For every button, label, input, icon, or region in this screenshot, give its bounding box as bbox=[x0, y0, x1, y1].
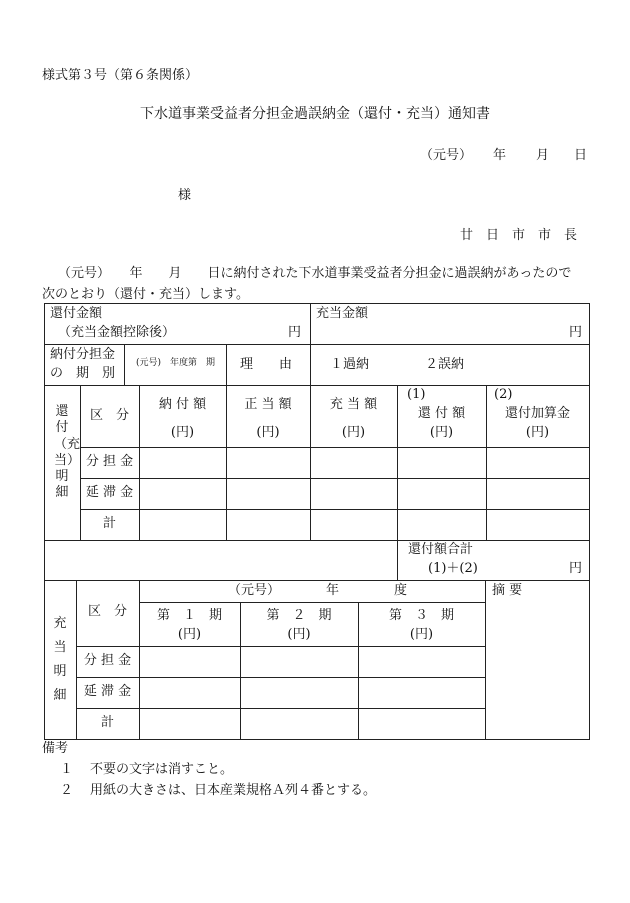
allocation-fiscal-year: 年 bbox=[326, 583, 340, 598]
refund-amount-label: 還付金額 bbox=[50, 306, 103, 321]
refund-col-category: 区 分 bbox=[89, 408, 129, 423]
refund-row-late: 延 滞 金 bbox=[85, 485, 134, 500]
refund-detail-side-label: 還付（充当）明細 bbox=[54, 404, 81, 501]
notes-heading: 備考 bbox=[42, 741, 69, 756]
allocation-fiscal-degree: 度 bbox=[394, 583, 408, 598]
allocation-period-2-unit: (円) bbox=[287, 627, 311, 642]
period-label-2: の 期 別 bbox=[50, 366, 116, 381]
refund-col-allocated-unit: (円) bbox=[341, 425, 366, 440]
reason-option-erroneous: ２誤納 bbox=[425, 357, 465, 372]
note-1-number: １ bbox=[60, 762, 74, 777]
allocation-fiscal-era: （元号） bbox=[228, 583, 281, 598]
document-title: 下水道事業受益者分担金過誤納金（還付・充当）通知書 bbox=[140, 106, 490, 122]
refund-total-formula: (1)＋(2) bbox=[428, 561, 478, 576]
date-day: 日 bbox=[574, 148, 588, 163]
refund-col-add-number: (2) bbox=[494, 387, 513, 402]
issuer-name: 廿 日 市 市 長 bbox=[460, 228, 578, 243]
note-2-number: ２ bbox=[60, 783, 74, 798]
reason-option-overpaid: １過納 bbox=[330, 357, 370, 372]
reason-label: 理 由 bbox=[240, 357, 293, 372]
period-value: (元号) 年度第 期 bbox=[136, 358, 216, 368]
intro-line-1: （元号） 年 月 日に納付された下水道事業受益者分担金に過誤納があったので bbox=[58, 266, 572, 281]
allocation-detail-side-label: 充当明細 bbox=[53, 616, 67, 704]
refund-col-paid-unit: (円) bbox=[170, 425, 195, 440]
date-year: 年 bbox=[493, 148, 507, 163]
allocation-row-late: 延 滞 金 bbox=[83, 684, 132, 699]
allocation-row-share: 分 担 金 bbox=[83, 653, 132, 668]
refund-amount-yen: 円 bbox=[288, 325, 302, 340]
allocation-row-total: 計 bbox=[100, 715, 114, 730]
allocation-period-1: 第 １ 期 bbox=[156, 608, 222, 623]
refund-col-add: 還付加算金 bbox=[504, 406, 570, 421]
date-era: （元号） bbox=[420, 148, 473, 163]
refund-col-add-unit: (円) bbox=[525, 425, 550, 440]
refund-col-correct-unit: (円) bbox=[256, 425, 280, 440]
allocation-period-3-unit: (円) bbox=[409, 627, 434, 642]
refund-amount-note: （充当金額控除後） bbox=[58, 325, 176, 340]
allocation-remarks: 摘 要 bbox=[492, 583, 523, 598]
form-number: 様式第３号（第６条関係） bbox=[42, 68, 199, 83]
note-2-text: 用紙の大きさは、日本産業規格Ａ列４番とする。 bbox=[90, 783, 377, 798]
allocation-amount-label: 充当金額 bbox=[316, 306, 369, 321]
refund-col-refund-number: (1) bbox=[407, 387, 426, 402]
allocation-period-1-unit: (円) bbox=[177, 627, 202, 642]
allocation-amount-yen: 円 bbox=[569, 325, 583, 340]
allocation-period-3: 第 ３ 期 bbox=[388, 608, 454, 623]
refund-row-total: 計 bbox=[102, 516, 116, 531]
refund-col-correct: 正 当 額 bbox=[244, 397, 292, 412]
refund-row-share: 分 担 金 bbox=[85, 454, 134, 469]
refund-total-label: 還付額合計 bbox=[408, 542, 474, 557]
intro-line-2: 次のとおり（還付・充当）します。 bbox=[42, 287, 249, 302]
refund-col-refund-unit: (円) bbox=[429, 425, 454, 440]
refund-col-paid: 納 付 額 bbox=[158, 397, 207, 412]
refund-col-allocated: 充 当 額 bbox=[329, 397, 378, 412]
date-month: 月 bbox=[536, 148, 550, 163]
note-1-text: 不要の文字は消すこと。 bbox=[90, 762, 234, 777]
refund-col-refund: 還 付 額 bbox=[417, 406, 466, 421]
period-label-1: 納付分担金 bbox=[50, 347, 116, 362]
allocation-period-2: 第 ２ 期 bbox=[266, 608, 332, 623]
addressee-suffix: 様 bbox=[178, 188, 192, 203]
refund-total-yen: 円 bbox=[569, 561, 583, 576]
allocation-col-category: 区 分 bbox=[87, 604, 127, 619]
